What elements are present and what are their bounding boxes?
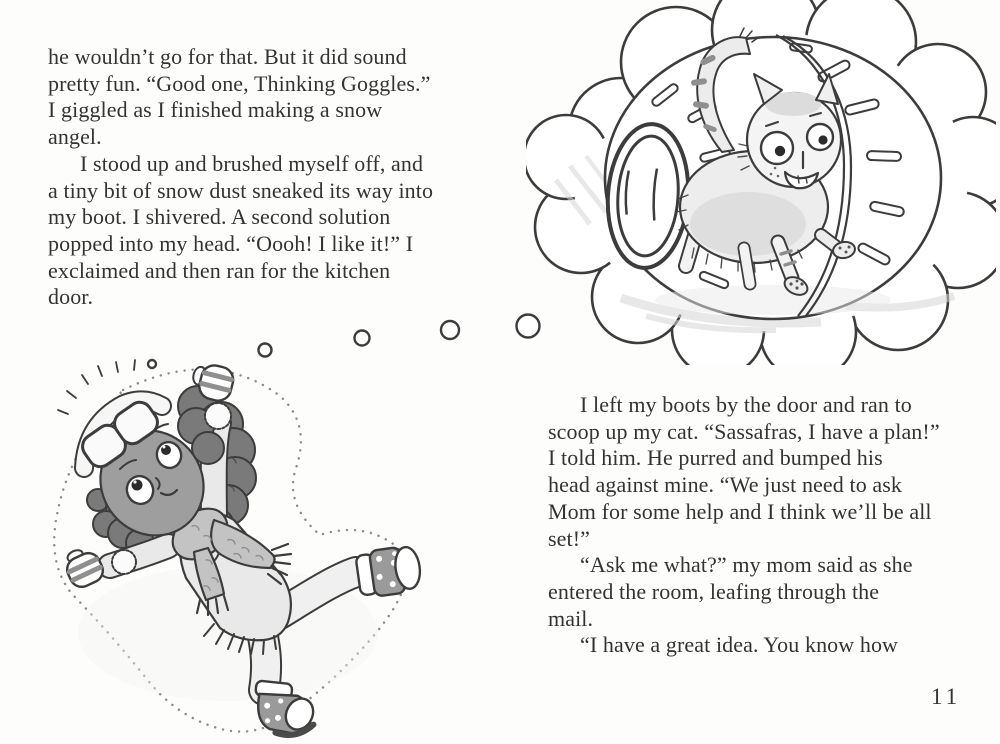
text-line: my boot. I shivered. A second solution	[48, 204, 391, 230]
text-line: I stood up and brushed myself off, and	[80, 150, 424, 176]
text-line: mail.	[548, 605, 594, 631]
striped-mitten-left	[60, 543, 106, 591]
text-line: “Ask me what?” my mom said as she	[580, 552, 913, 578]
text-line: pretty fun. “Good one, Thinking Goggles.”	[48, 70, 431, 96]
text-line: I told him. He purred and bumped his	[548, 445, 883, 471]
text-line: door.	[48, 284, 94, 310]
text-line: exclaimed and then ran for the kitchen	[48, 257, 391, 283]
illustration-girl-snow-angel	[28, 328, 464, 744]
text-line: “I have a great idea. You know how	[580, 632, 899, 658]
text-line: scoop up my cat. “Sassafras, I have a plan!”	[548, 418, 940, 444]
text-line: angel.	[48, 124, 102, 150]
left-text-column	[48, 44, 433, 311]
polka-dot-boot-right	[355, 544, 423, 598]
page-number: 11	[931, 684, 962, 709]
text-line: entered the room, leafing through the	[548, 578, 880, 604]
text-line: he wouldn’t go for that. But it did sound	[48, 44, 407, 69]
text-line: popped into my head. “Oooh! I like it!” I	[48, 230, 414, 256]
text-line: head against mine. “We just need to ask	[548, 472, 903, 498]
text-line: I left my boots by the door and ran to	[580, 392, 912, 417]
text-line: set!”	[548, 525, 591, 551]
text-line: a tiny bit of snow dust sneaked its way into	[48, 177, 434, 203]
right-text-column	[548, 392, 940, 659]
text-line: Mom for some help and I think we’ll be all	[548, 498, 932, 524]
illustration-thought-bubble-cat-in-hamster-ball	[526, 0, 996, 365]
text-line: I giggled as I finished making a snow	[48, 97, 383, 123]
